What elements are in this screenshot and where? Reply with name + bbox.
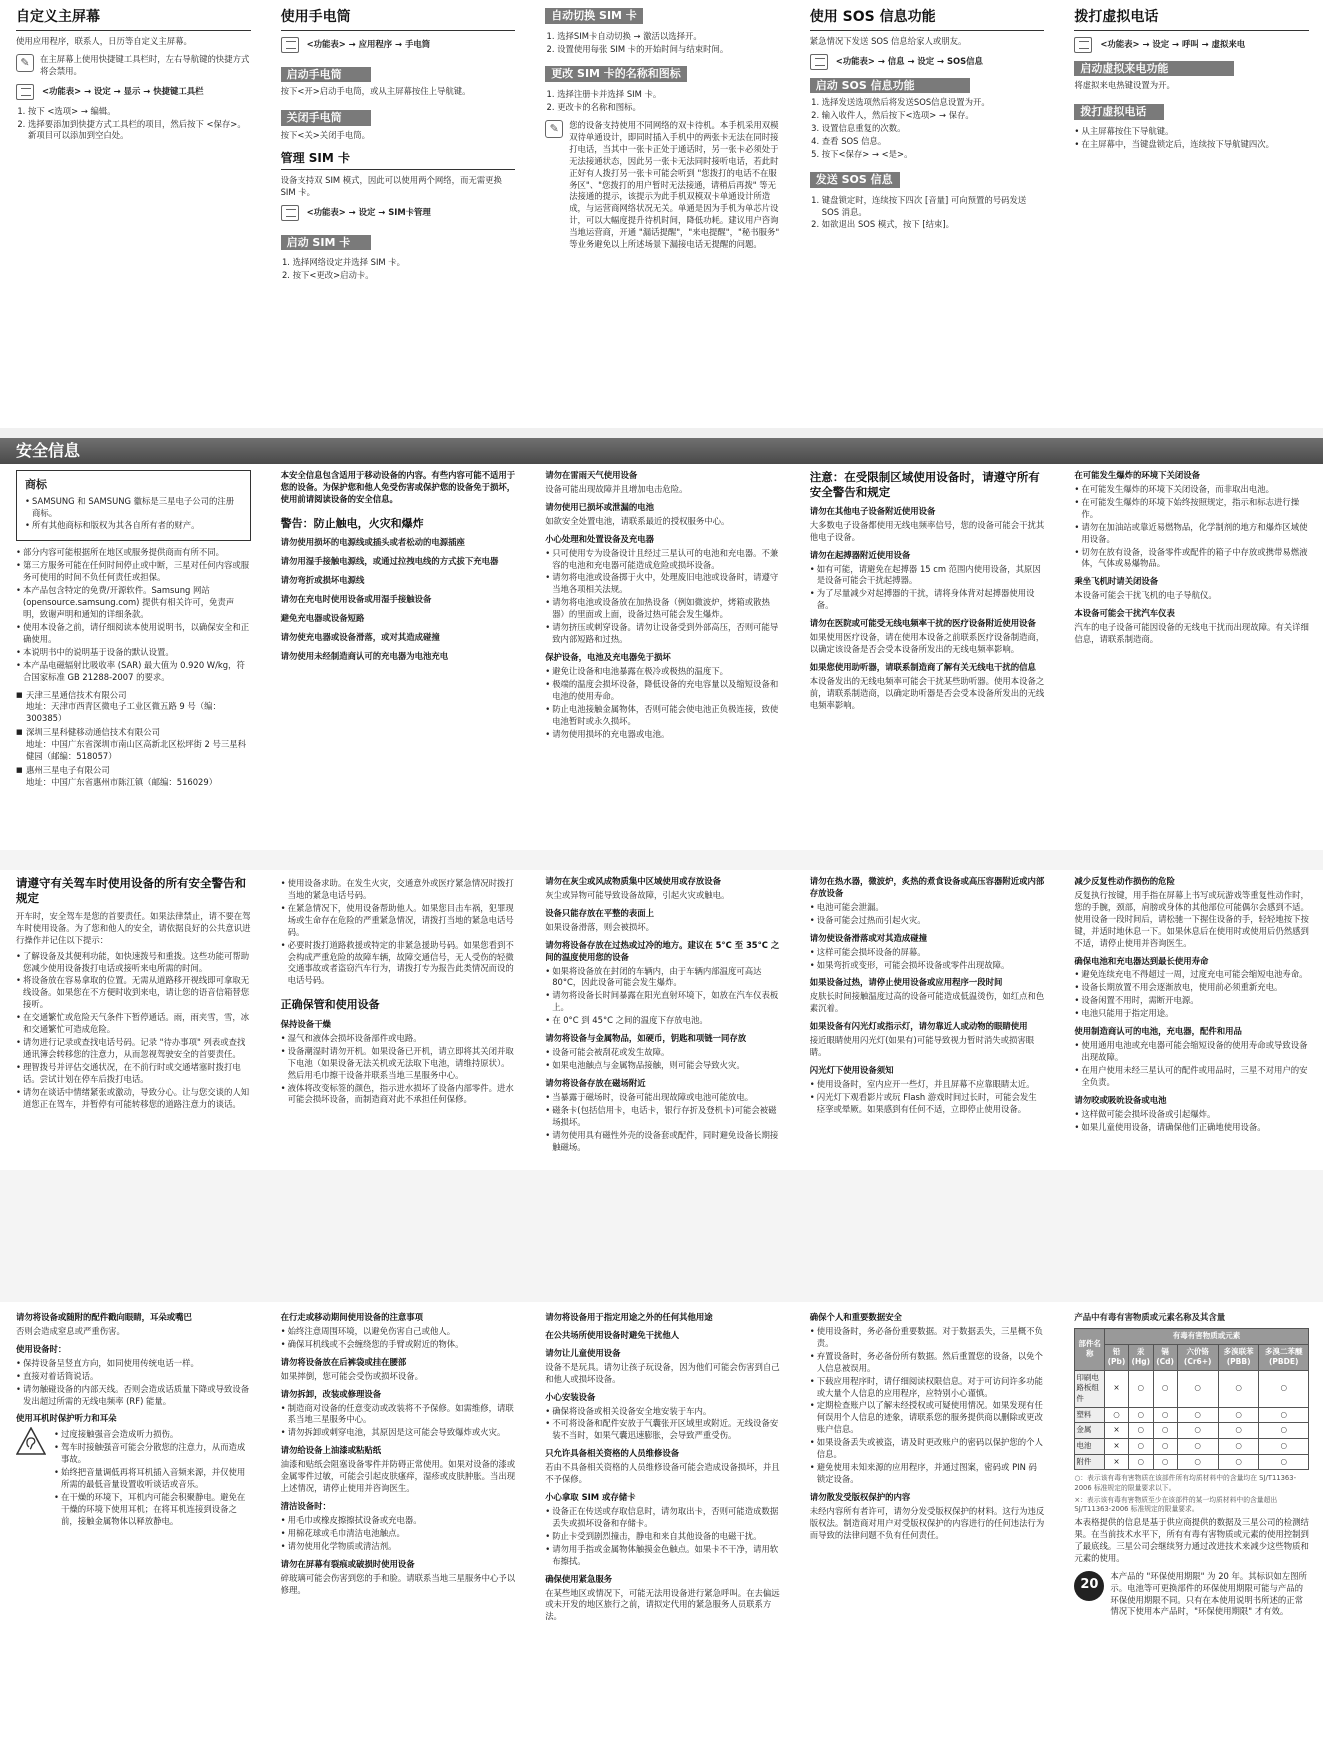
safety-band-1 [0, 470, 1323, 840]
column-privacy: 确保个人和重要数据安全 • 使用设备时，务必备份重要数据。对于数据丢失，三星概不负责。 • 弃置设备时，务必备份所有数据。然后重置您的设备，以免个人信息被误用。 • 下载应用程序时，请仔细阅读权限信息。对于可访问许多功能或大量个人信息的应用程序，应特别小心谨慎。 • 定期检查账户以了解未经授权或可疑使用情况。如果发现有任何误用个人信息的迹象，请联系您的服务提供商以删除或更改账户信息。 • 如果设备丢失或被盗，请及时更改账户的密码以保护您的个人信息。 • 避免使用未知来源的应用程序，并通过图案，密码或 PIN 码锁定设备。 请勿散发受版权保护的内容 未经内容所有者许可，请勿分发受版权保护的材料。这行为违反版权法。制造商对用户对受版权保护的内容进行的任何违法行为而导致的法律问题不负有任何责任。 [794, 1312, 1059, 1732]
sos-send-heading: 发送 SOS 信息 [810, 172, 900, 188]
table-row: 金属 × ○ ○ ○ ○ ○ [1075, 1423, 1309, 1439]
fake-call-items: • 从主屏幕按住下导航键。 • 在主屏幕中，当键盘锁定后，连续按下导航键四次。 [1074, 126, 1309, 151]
safety-band-3 [0, 1312, 1323, 1732]
sos-send-steps: 1. 键盘锁定时，连续按下四次 [音量] 可向预置的号码发送 SOS 消息。 2. 如欲退出 SOS 模式，按下 [结束]。 [810, 195, 1045, 232]
auto-switch-steps: 1. 选择SIM卡自动切换 → 激活以选择开。 2. 设置使用每张 SIM 卡的开始时间与结束时间。 [545, 31, 780, 56]
safety-intro: 本安全信息包含适用于移动设备的内容。有些内容可能不适用于您的设备。为保护您和他人免受伤害或保护您的设备免于损坏，使用前请阅读设备的安全信息。 [280, 470, 516, 504]
rename-sim-steps: 1. 选择注册卡并选择 SIM 卡。 2. 更改卡的名称和图标。 [545, 89, 780, 114]
sos-path: <功能表> → 信息 → 设定 → SOS信息 [810, 54, 1045, 70]
custom-home-note: ✎ 在主屏幕上使用快捷键工具栏时，左右导航键的快捷方式将会禁用。 [16, 54, 251, 78]
flashlight-off-heading: 关闭手电筒 [281, 110, 371, 126]
column-battery-care: 请勿在雷雨天气使用设备 设备可能出现故障并且增加电击危险。 请勿使用已损坏或泄漏的电池 如欲安全处置电池，请联系最近的授权服务中心。 小心处理和处置设备及充电器 • 只可使用专为设备设计且经过三星认可的电池和充电器。不兼容的电池和充电器可能造成危险或损坏设备。 • 请勿将电池或设备掷于火中，处理废旧电池或设备时，请遵守当地各项相关法规。 • 请勿将电池或设备放在加热设备（例如微波炉，烤箱或散热器）的里面或上面，设备过热可能会发生爆炸。 • 请勿挤压或刺穿设备。请勿让设备受到外部高压，否则可能导致内部短路和过热。 保护设备，电池及充电器免于损坏 • 避免让设备和电池暴露在极冷或极热的温度下。 • 极端的温度会损坏设备，降低设备的充电容量以及缩短设备和电池的使用寿命。 • 防止电池接触金属物体，否则可能会使电池正负极连接，致使电池暂时或永久损坏。 • 请勿使用损坏的充电器或电池。 [529, 470, 794, 840]
fake-call-on-heading: 启动虚拟来电功能 [1074, 61, 1234, 77]
caution-title: 注意：在受限制区域使用设备时，请遵守所有安全警告和规定 [809, 470, 1040, 499]
table-row: 附件 × ○ ○ ○ ○ ○ [1075, 1454, 1309, 1470]
column-sos [794, 8, 1059, 428]
general-notes: • 部分内容可能根据所在地区或服务提供商而有所不同。 • 第三方服务可能在任何时间停止或中断，三星对任何内容或服务可使用的时间不负任何责任或担保。 • 本产品包含特定的免费/开源软件。Samsung 网站 (opensource.samsung.com) 提供有相关许可，免责声明，致谢声明和通知的详细条款。 • 使用本设备之前，请仔细阅读本使用说明书，以确保安全和正确使用。 • 本说明书中的说明基于设备的默认设置。 • 本产品电磁辐射比吸收率 (SAR) 最大值为 0.920 W/kg，符合国家标准 GB 21288-2007 的要求。 [16, 547, 251, 683]
column-sim-switch [529, 8, 794, 428]
trademark-title: 商标 [25, 478, 47, 491]
hearing-warning-icon [16, 1427, 46, 1455]
column-help-care: • 使用设备求助。在发生火灾，交通意外或医疗紧急情况时拨打当地的紧急电话号码。 • 在紧急情况下，使用设备帮助他人。如果您目击车祸，犯罪现场或生命存在危险的严重紧急情况，请拨打当地的紧急电话号码。 • 必要时拨打道路救援或特定的非紧急援助号码。如果您看到不会构成严重危险的故障车辆，故障交通信号，无人受伤的轻微交通事故或者盗窃汽车行为，请拨打专为报告此类情况而设的电话号码。 正确保管和使用设备 保持设备干燥 • 湿气和液体会损坏设备部件或电路。 • 设备潮湿时请勿开机。如果设备已开机，请立即将其关闭并取下电池（如果设备无法关机或无法取下电池，请维持原状）。然后用毛巾擦干设备并联系当地三星服务中心。 • 液体将改变标签的颜色，指示进水损坏了设备内部零件。进水可能会损坏设备，而制造商对此不承担任何保修。 [265, 876, 530, 1166]
column-heat-light: 请勿在热水器，微波炉，炙热的煮食设备或高压容器附近或内部存放设备 • 电池可能会泄漏。 • 设备可能会过热而引起火灾。 请勿使设备滑落或对其造成碰撞 • 这样可能会损坏设备的屏幕。 • 如果弯折或变形，可能会损坏设备或零件出现故障。 如果设备过热，请停止使用设备或应用程序一段时间 皮肤长时间接触温度过高的设备可能造成低温烫伤，如红点和色素沉着。 如果设备有闪光灯或指示灯，请勿靠近人或动物的眼睛使用 接近眼睛使用闪光灯(如果有)可能导致视力暂时消失或损害眼睛。 闪光灯下使用设备须知 • 使用设备时，室内应开一些灯，并且屏幕不应靠眼睛太近。 • 闪光灯下观看影片或玩 Flash 游戏时间过长时，可能会发生痉挛或晕厥。如果感到有任何不适，立即停止使用设备。 [794, 876, 1059, 1166]
menu-icon [281, 205, 299, 221]
sim-path: <功能表> → 设定 → SIM卡管理 [281, 205, 516, 221]
safety-info-title: 安全信息 [16, 440, 81, 460]
column-fake-call [1058, 8, 1323, 428]
column-flashlight-sim [265, 8, 530, 428]
column-driving: 请遵守有关驾车时使用设备的所有安全警告和规定 开车时，安全驾车是您的首要责任。如果法律禁止，请不要在驾车时使用设备。为了您和他人的安全，请依据良好的公共意识进行操作并记住以下提示： • 了解设备及其便利功能，如快速拨号和重拨。这些功能可帮助您减少使用设备拨打电话或接听来电所需的时间。 • 将设备放在容易拿取的位置。无需从道路移开视线即可拿取无线设备。如果您在不方便时收到来电，请让您的语音信箱替您接听。 • 在交通繁忙或危险天气条件下暂停通话。雨，雨夹雪，雪，冰和交通繁忙可造成危险。 • 请勿进行记录或查找电话号码。记录 "待办事项" 列表或查找通讯簿会转移您的注意力，从而忽视驾驶安全的首要责任。 • 理智拨号并评估交通状况，在不前行时或交通堵塞时拨打电话。尝试计划在停车后拨打电话。 • 请勿在谈话中情绪紧张或激动，导致分心。让与您交谈的人知道您正在驾车，并暂停有可能转移您的道路注意力的谈话。 [0, 876, 265, 1166]
column-trademarks [0, 470, 265, 840]
efup-20-icon: 20 [1074, 1571, 1104, 1601]
hearing-warning: • 过度接触强音会造成听力损伤。 • 驾车时接触强音可能会分散您的注意力，从而造成事故。 • 始终把音量调低再将耳机插入音频来源，并仅使用所需的最低音量设置收听谈话或音乐。 • 在干燥的环境下，耳机内可能会积聚静电。避免在干燥的环境下使用耳机；在将耳机连接到设备之前，接触金属物体以释放静电。 [16, 1427, 251, 1530]
custom-home-title: 自定义主屏幕 [16, 8, 251, 31]
fake-call-make-heading: 拨打虚拟电话 [1074, 104, 1164, 120]
flashlight-off-text: 按下<关>关闭手电筒。 [280, 130, 371, 141]
sos-title: 使用 SOS 信息功能 [810, 8, 1045, 31]
sim-desc: 设备支持双 SIM 模式，因此可以使用两个网络，而无需更换 SIM 卡。 [280, 174, 502, 197]
safety-info-banner [0, 438, 1323, 464]
auto-switch-heading: 自动切换 SIM 卡 [545, 8, 643, 24]
menu-icon [810, 54, 828, 70]
column-ears: 请勿将设备或随附的配件戳向眼睛，耳朵或嘴巴 否则会造成窒息或严重伤害。 使用设备时： • 保持设备呈竖直方向，如同使用传统电话一样。 • 直接对着话筒说话。 • 请勿触碰设备的内部天线。否则会造成话质量下降或导致设备发出超过所需的无线电频率 (RF) 能量。 使用耳机时保护听力和耳朵 • 过度接触强音会造成听力损伤。 • 驾车时接触强音可能会分散您的注意力，从而造成事故。 • 始终把音量调低再将耳机插入音频来源，并仅使用所需的最低音量设置收听谈话或音乐。 • 在干燥的环境下，耳机内可能会积聚静电。避免在干燥的环境下使用耳机；在将耳机连接到设备之前，接触金属物体以释放静电。 [0, 1312, 265, 1732]
column-restricted-areas: 注意：在受限制区域使用设备时，请遵守所有安全警告和规定 请勿在其他电子设备附近使用设备 大多数电子设备都使用无线电频率信号，您的设备可能会干扰其他电子设备。 请勿在起搏器附近使用设备 • 如有可能，请避免在起搏器 15 cm 范围内使用设备，其原因是设备可能会干扰起搏器。 • 为了尽量减少对起搏器的干扰，请将身体背对起搏器使用设备。 请勿在医院或可能受无线电频率干扰的医疗设备附近使用设备 如果使用医疗设备，请在使用本设备之前联系医疗设备制造商，以确定该设备是否会受本设备所发出的无线电频率影响。 如果您使用助听器，请联系制造商了解有关无线电干扰的信息 本设备发出的无线电频率可能会干扰某些助听器。使用本设备之前，请联系制造商，以确定助听器是否会受本设备所发出的无线电频率影响。 [794, 470, 1059, 840]
column-hazardous-substances: 产品中有毒有害物质或元素名称及其含量 部件名称 有毒有害物质或元素 铅(Pb) 汞(Hg) 镉(Cd) 六价铬 (Cr6+) 多溴联苯 (PBB) 多溴二苯醚 (PBDE) 印刷电路板组件 × ○ ○ ○ ○ ○ 塑料 ○ ○ ○ ○ ○ ○ 金属 × ○ ○ ○ ○ ○ 电池 × ○ ○ ○ ○ ○ 附件 × ○ ○ ○ ○ ○ ○：表示该有毒有害物质在该部件所有均质材料中的含量均在 SJ/T11363-2006 标准规定的限量要求以下。 ×：表示该有毒有害物质至少在该部件的某一均质材料中的含量超出 SJ/T11363-2006 标准规定的限量要求。 本表格提供的信息是基于供应商提供的数据及三星公司的检测结果。在当前技术水平下，所有有毒有害物质或元素的使用控制到了最底线。三星公司会继续努力通过改进技术来减少这些物质和元素的使用。 20 本产品的 "环保使用期限" 为 20 年。其标识如左图所示。电池等可更换部件的环保使用期限可能与产品的环保使用期限不同。只有在本使用说明书所述的正常情况下使用本产品时，"环保使用期限" 才有效。 [1074, 1312, 1309, 1617]
column-purpose: 请勿将设备用于指定用途之外的任何其他用途 在公共场所使用设备时避免干扰他人 请勿让儿童使用设备 设备不是玩具。请勿让孩子玩设备，因为他们可能会伤害到自己和他人或损坏设备。 小心安装设备 • 确保将设备或相关设备安全地安装于车内。 • 不可将设备和配件安放于气囊张开区域里或附近。无线设备安装不当时，如果气囊迅速膨胀，会导致严重受伤。 只允许具备相关资格的人员维修设备 若由不具备相关资格的人员维修设备可能会造成设备损坏，并且不予保修。 小心拿取 SIM 或存储卡 • 设备正在传送或存取信息时，请勿取出卡，否则可能造成数据丢失或损坏设备和存储卡。 • 防止卡受到剧烈撞击，静电和来自其他设备的电磁干扰。 • 请勿用手指或金属物体触摸金色触点。如果卡不干净，请用软布擦拭。 确保使用紧急服务 在某些地区或情况下，可能无法用设备进行紧急呼叫。在去偏远或未开发的地区旅行之前，请拟定代用的紧急服务人员联系方法。 [529, 1312, 794, 1732]
flashlight-title: 使用手电筒 [281, 8, 516, 31]
custom-home-desc: 使用应用程序，联系人，日历等自定义主屏幕。 [16, 35, 192, 46]
hazard-table: 部件名称 有毒有害物质或元素 铅(Pb) 汞(Hg) 镉(Cd) 六价铬 (Cr6+) 多溴联苯 (PBB) 多溴二苯醚 (PBDE) 印刷电路板组件 × ○ ○ ○ ○ ○ 塑料 ○ ○ ○ ○ ○ ○ 金属 × ○ ○ ○ ○ ○ 电池 × ○ ○ ○ ○ ○ 附件 × ○ ○ ○ ○ ○ [1074, 1328, 1309, 1470]
table-row: 塑料 ○ ○ ○ ○ ○ ○ [1075, 1407, 1309, 1423]
warning-list: 请勿使用损坏的电源线或插头或者松动的电源插座 请勿用湿手接触电源线，或通过拉拽电线的方式拔下充电器 请勿弯折或损坏电源线 请勿在充电时使用设备或用湿手接触设备 避免充电器或设备短路 请勿使充电器或设备滑落，或对其造成碰撞 请勿使用未经制造商认可的充电器为电池充电 [280, 537, 499, 661]
flashlight-on-heading: 启动手电筒 [281, 67, 371, 83]
safety-band-2 [0, 876, 1323, 1166]
feature-band [0, 8, 1323, 428]
custom-home-steps: 1. 按下 <选项> → 编辑。 2. 选择要添加到快捷方式工具栏的项目，然后按下 <保存>。新项目可以添加到空白处。 [16, 106, 251, 143]
note-icon: ✎ [16, 54, 34, 72]
hazard-table-title: 产品中有毒有害物质或元素名称及其含量 [1074, 1312, 1226, 1322]
sim-on-heading: 启动 SIM 卡 [281, 235, 371, 251]
menu-icon [281, 37, 299, 53]
dual-sim-note: ✎ 您的设备支持使用不同网络的双卡待机。本手机采用双模双待单通设计，即同时插入手机中的两张卡无法在同时接打电话，当其中一张卡正处于通话时，另一张卡必须处于无法接通状态，因此另一张卡无法同时接听电话，若此时正好有人拨打另一张卡可能会听到 "您拨打的电话不在服务区"、"您拨打的用户暂时无法接通，请稍后再拨" 等无法接通的提示，该提示为此手机双模双卡单通设计所造成，与运营商网络状况无关。单通是因为手机为单芯片设计，可以大幅度提升待机时间，降低功耗。建议用户咨询当地运营商，开通 "漏话提醒"，"来电提醒"，"秘书服务" 等业务避免以上所述场景下漏接电话无提醒的问题。 [545, 120, 780, 251]
divider-band [0, 428, 1323, 438]
driving-title: 请遵守有关驾车时使用设备的所有安全警告和规定 [16, 876, 246, 905]
column-rsi: 减少反复性动作损伤的危险 反复执行按键，用手指在屏幕上书写或玩游戏等重复性动作时，您的手腕，颈部，肩膀或身体的其他部位可能偶尔会感到不适。使用设备一段时间后，请松驰一下握住设备的手，轻轻地按下按键，并适时地休息一下。如果休息后在使用时或使用后仍然感到不适，请停止使用并咨询医生。 确保电池和充电器达到最长使用寿命 • 避免连续充电不得超过一周，过度充电可能会缩短电池寿命。 • 设备长期放置不用会逐渐放电，使用前必须重新充电。 • 设备闲置不用时，需断开电源。 • 电池只能用于指定用途。 使用制造商认可的电池，充电器，配件和用品 • 使用通用电池或充电器可能会缩短设备的使用寿命或导致设备出现故障。 • 在用户使用未经三星认可的配件或用品时，三星不对用户的安全负责。 请勿咬或吸吮设备或电池 • 这样做可能会损坏设备或引起爆炸。 • 如果儿童使用设备，请确保他们正确地使用设备。 [1058, 876, 1323, 1166]
company-addresses: ■ 天津三星通信技术有限公司 地址：天津市西青区微电子工业区微五路 9 号（编：300385） ■ 深圳三星科健移动通信技术有限公司 地址：中国广东省深圳市南山区高新北区松坪街 2 号三星科健园（邮编：518057） ■ 惠州三星电子有限公司 地址：中国广东省惠州市陈江镇（邮编：516029） [16, 690, 251, 789]
column-explosive: 在可能发生爆炸的环境下关闭设备 • 在可能发生爆炸的环境下关闭设备，而非取出电池。 • 在可能发生爆炸的环境下始终按照规定，指示和标志进行操作。 • 请勿在加油站或靠近易燃物品，化学制剂的地方和爆炸区域使用设备。 • 切勿在放有设备，设备零件或配件的箱子中存放或携带易燃液体，气体或易爆物品。 乘坐飞机时请关闭设备 本设备可能会干扰飞机的电子导航仪。 本设备可能会干扰汽车仪表 汽车的电子设备可能因设备的无线电干扰而出现故障。有关详细信息，请联系制造商。 [1058, 470, 1323, 840]
flashlight-on-text: 按下<开>启动手电筒，或从主屏幕按住上导航键。 [280, 86, 471, 97]
column-warnings [265, 470, 530, 840]
fake-call-path: <功能表> → 设定 → 呼叫 → 虚拟来电 [1074, 37, 1309, 53]
environment-use-period: 20 本产品的 "环保使用期限" 为 20 年。其标识如左图所示。电池等可更换部件的环保使用期限可能与产品的环保使用期限不同。只有在本使用说明书所述的正常情况下使用本产品时，"环保使用期限" 才有效。 [1074, 1571, 1309, 1619]
care-title: 正确保管和使用设备 [280, 998, 380, 1012]
column-moving: 在行走或移动期间使用设备的注意事项 • 始终注意周围环境，以避免伤害自己或他人。 • 确保耳机线或不会缠绕您的手臂或附近的物体。 请勿将设备放在后裤袋或挂在腰部 如果摔倒，您可能会受伤或损坏设备。 请勿拆卸，改装或修理设备 • 制造商对设备的任意变动或改装将不予保修。如需维修，请联系当地三星服务中心。 • 请勿拆卸或刺穿电池，其原因是这可能会导致爆炸或火灾。 请勿给设备上油漆或粘贴纸 油漆和贴纸会阻塞设备零件并防碍正常使用。如果对设备的漆或金属零件过敏，可能会引起皮肤瘙痒，湿疹或皮肤肿胀。当出现上述情况，请停止使用并咨询医生。 清洁设备时： • 用毛巾或橡皮擦擦拭设备或充电器。 • 用棉花球或毛巾清洁电池触点。 • 请勿使用化学物质或清洁剂。 请勿在屏幕有裂痕或破损时使用设备 碎玻璃可能会伤害到您的手和脸。请联系当地三星服务中心予以修理。 [265, 1312, 530, 1732]
column-custom-home [0, 8, 265, 428]
menu-icon [1074, 37, 1092, 53]
sim-title: 管理 SIM 卡 [281, 150, 516, 170]
column-storage: 请勿在灰尘或风成物质集中区域使用或存放设备 灰尘或异物可能导致设备故障，引起火灾或触电。 设备只能存放在平整的表面上 如果设备滑落，则会被损坏。 请勿将设备存放在过热或过冷的地方。建议在 5°C 至 35°C 之间的温度使用您的设备 • 如果将设备放在封闭的车辆内，由于车辆内部温度可高达 80°C，因此设备可能会发生爆炸。 • 请勿将设备长时间暴露在阳光直射环境下，如放在汽车仪表板上。 • 在 0°C 到 45°C 之间的温度下存放电池。 请勿将设备与金属物品，如硬币，钥匙和项链一同存放 • 设备可能会被刮花或发生故障。 • 如果电池触点与金属物品接触，则可能会导致火灾。 请勿将设备存放在磁场附近 • 当暴露于磁场时，设备可能出现故障或电池可能放电。 • 磁条卡(包括信用卡，电话卡，银行存折及登机卡)可能会被磁场损坏。 • 请勿使用具有磁性外壳的设备套或配件，同时避免设备长期接触磁场。 [529, 876, 794, 1166]
trademark-box: 商标 • SAMSUNG 和 SAMSUNG 徽标是三星电子公司的注册商标。 • 所有其他商标和版权为其各自所有者的财产。 [16, 470, 251, 541]
divider-band [0, 1170, 1323, 1302]
fake-call-on-text: 将虚拟来电热键设置为开。 [1074, 80, 1175, 91]
warning-title: 警告：防止触电，火灾和爆炸 [280, 516, 424, 530]
table-row: 电池 × ○ ○ ○ ○ ○ [1075, 1439, 1309, 1455]
flashlight-path: <功能表> → 应用程序 → 手电筒 [281, 37, 516, 53]
note-icon: ✎ [545, 120, 563, 138]
divider-band [0, 850, 1323, 870]
fake-call-title: 拨打虚拟电话 [1074, 8, 1309, 31]
menu-icon [16, 84, 34, 100]
sos-on-steps: 1. 选择发送选项然后将发送SOS信息设置为开。 2. 输入收件人，然后按下<选项> → 保存。 3. 设置信息重复的次数。 4. 查看 SOS 信息。 5. 按下<保存> → <是>。 [810, 97, 1045, 161]
sos-on-heading: 启动 SOS 信息功能 [810, 78, 970, 94]
custom-home-path: <功能表> → 设定 → 显示 → 快捷键工具栏 [16, 84, 251, 100]
rename-sim-heading: 更改 SIM 卡的名称和图标 [545, 66, 687, 82]
sos-desc: 紧急情况下发送 SOS 信息给家人或朋友。 [809, 35, 967, 46]
table-row: 印刷电路板组件 × ○ ○ ○ ○ ○ [1075, 1370, 1309, 1407]
sim-on-steps: 1. 选择网络设定并选择 SIM 卡。 2. 按下<更改>启动卡。 [281, 257, 516, 282]
